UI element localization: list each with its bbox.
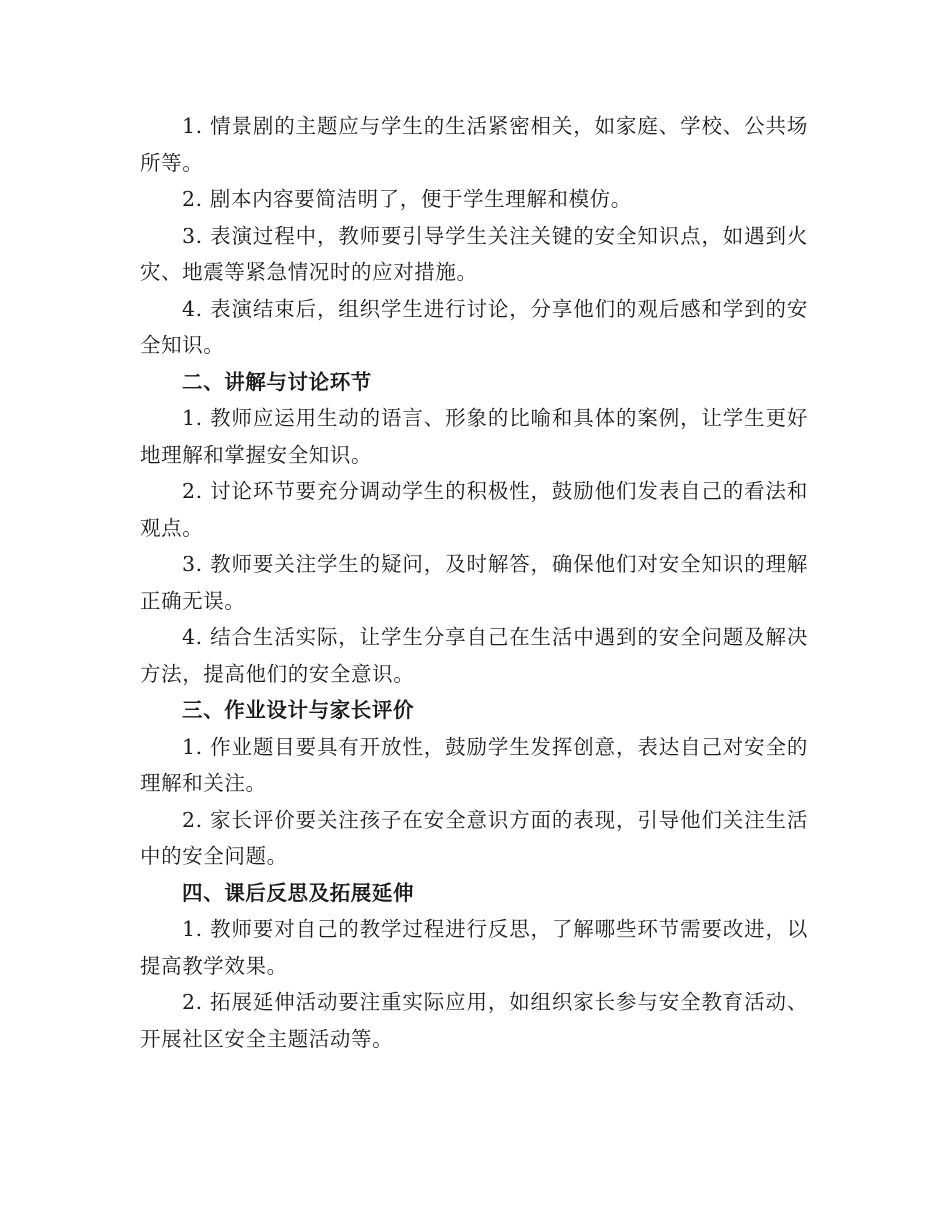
s2-item-4: 4. 结合生活实际，让学生分享自己在生活中遇到的安全问题及解决方法，提高他们的安全意识。 bbox=[140, 625, 808, 686]
s1-item-4: 4. 表演结束后，组织学生进行讨论，分享他们的观后感和学到的安全知识。 bbox=[140, 296, 808, 357]
s3-item-2: 2. 家长评价要关注孩子在安全意识方面的表现，引导他们关注生活中的安全问题。 bbox=[140, 807, 808, 868]
s1-item-1: 1. 情景剧的主题应与学生的生活紧密相关，如家庭、学校、公共场所等。 bbox=[140, 114, 808, 175]
document-body bbox=[140, 108, 808, 1057]
s4-item-1: 1. 教师要对自己的教学过程进行反思，了解哪些环节需要改进，以提高教学效果。 bbox=[140, 917, 808, 978]
section-heading-3: 三、作业设计与家长评价 bbox=[182, 698, 415, 722]
s2-item-2: 2. 讨论环节要充分调动学生的积极性，鼓励他们发表自己的看法和观点。 bbox=[140, 479, 808, 540]
s4-item-2: 2. 拓展延伸活动要注重实际应用，如组织家长参与安全教育活动、开展社区安全主题活动等。 bbox=[140, 990, 808, 1051]
s2-item-3: 3. 教师要关注学生的疑问，及时解答，确保他们对安全知识的理解正确无误。 bbox=[140, 552, 808, 613]
section-heading-2: 二、讲解与讨论环节 bbox=[182, 369, 372, 394]
s1-item-2: 2. 剧本内容要简洁明了，便于学生理解和模仿。 bbox=[182, 187, 632, 211]
section-heading-4: 四、课后反思及拓展延伸 bbox=[182, 880, 415, 905]
s3-item-1: 1. 作业题目要具有开放性，鼓励学生发挥创意，表达自己对安全的理解和关注。 bbox=[140, 734, 808, 795]
s1-item-3: 3. 表演过程中，教师要引导学生关注关键的安全知识点，如遇到火灾、地震等紧急情况时的应对措施。 bbox=[140, 223, 808, 284]
s2-item-1: 1. 教师应运用生动的语言、形象的比喻和具体的案例，让学生更好地理解和掌握安全知识。 bbox=[140, 406, 808, 467]
